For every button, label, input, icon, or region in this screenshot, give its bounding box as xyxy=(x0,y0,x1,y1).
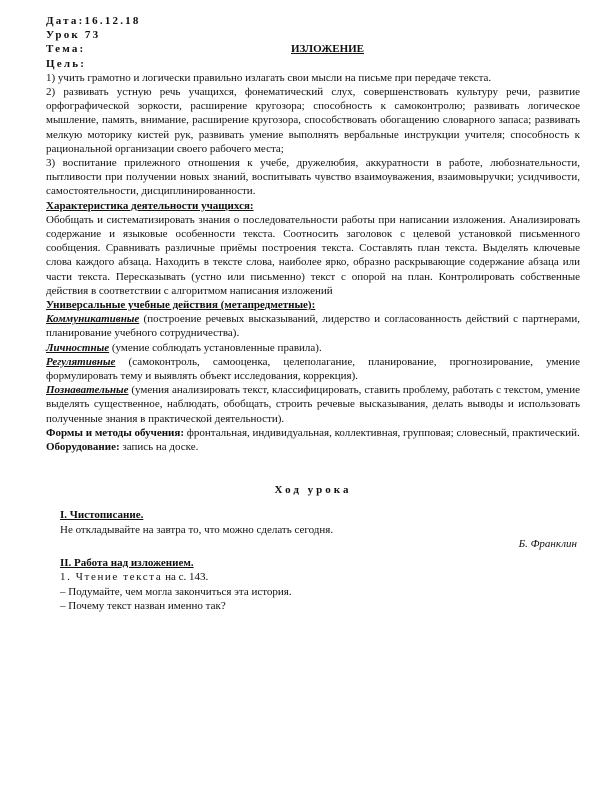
uud-text: (умение соблюдать установленные правила). xyxy=(109,341,322,354)
uud-text: (умения анализировать текст, классифицировать, ставить проблему, работать с текстом, умение выделять существенное, наблюдать, обобщать, строить речевые высказывания, делать выводы и использовать полученные знания в практической деятельности). xyxy=(46,384,580,425)
question-1: – Подумайте, чем могла закончиться эта история. xyxy=(60,585,292,598)
goal-2: 2) развивать устную речь учащихся, фонематический слух, совершенствовать культуру речи, развитие орфографической зоркости, расширение кругозора; способность к самоконтролю; развивать логическое мышление, память, внимание, расширение кругозора, способствовать обогащению словарного запаса; развивать мелкую моторику кистей рук, развивать умение выполнять вербальные инструкции учителя; способность к рациональной организации своего рабочего места; xyxy=(46,86,580,155)
topic-title: ИЗЛОЖЕНИЕ xyxy=(291,43,365,56)
uud-label: Универсальные учебные действия (метапредметные): xyxy=(46,299,316,312)
proverb-author: Б. Франклин xyxy=(518,537,577,550)
forms-label: Формы и методы обучения: xyxy=(46,426,184,439)
proverb: Не откладывайте на завтра то, что можно сделать сегодня. xyxy=(60,523,334,536)
uud-text: (самоконтроль, самооценка, целеполагание, планирование, прогнозирование, умение формулировать тему и выявлять объект исследования, коррекция). xyxy=(46,355,580,383)
uud-term: Познавательные xyxy=(46,384,129,397)
equipment-label: Оборудование: xyxy=(46,441,120,454)
forms-text: фронтальная, индивидуальная, коллективная, групповая; словесный, практический. xyxy=(184,426,580,439)
course-title: Ход урока xyxy=(274,484,352,497)
document-page xyxy=(46,14,580,613)
uud-personal xyxy=(46,341,580,355)
uud-term: Регулятивные xyxy=(46,355,116,368)
goal-1: 1) учить грамотно и логически правильно излагать свои мысли на письме при передаче текста. xyxy=(46,71,492,84)
goal-3: 3) воспитание прилежного отношения к учебе, дружелюбия, аккуратности в работе, любознательности, пытливости при получении новых знаний, воспитывать чувство взаимоуважения, взаимовыручки; усидчивости, самостоятельности, дисциплинированности. xyxy=(46,157,580,198)
equipment xyxy=(46,440,580,454)
uud-cognitive xyxy=(46,383,580,426)
reading-task xyxy=(46,570,580,584)
activity-text: Обобщать и систематизировать знания о последовательности работы при написании изложения. Анализировать содержание и языковые особенности текста. Соотносить заголовок с целевой установкой письменного сообщения. Сравнивать различные приёмы построения текста. Составлять план текста. Выделять ключевые слова каждого абзаца. Находить в тексте слова, наиболее ярко, образно раскрывающие содержание абзаца или части текста. Пересказывать (устно или письменно) текст с опорой на план. Контролировать собственные действия в соответствии с алгоритмом написания изложений xyxy=(46,213,580,297)
uud-communicative xyxy=(46,312,580,340)
activity-label: Характеристика деятельности учащихся: xyxy=(46,199,254,212)
lesson-date: Дата:16.12.18 xyxy=(46,15,141,27)
reading-label: 1. Чтение текста xyxy=(60,571,163,584)
section-calligraphy: I. Чистописание. xyxy=(60,509,144,522)
reading-page: на с. 143. xyxy=(162,571,209,584)
lesson-number: Урок 73 xyxy=(46,29,101,42)
equipment-text: запись на доске. xyxy=(119,441,199,454)
topic-label: Тема: xyxy=(46,43,86,56)
uud-term: Личностные xyxy=(46,341,110,354)
topic-row xyxy=(46,42,580,56)
uud-text: (построение речевых высказываний, лидерство и согласованность действий с партнерами, планирование учебного сотрудничества). xyxy=(46,313,580,340)
question-2: – Почему текст назван именно так? xyxy=(60,599,226,612)
uud-regulatory xyxy=(46,355,580,383)
goal-label: Цель: xyxy=(46,57,87,70)
section-exposition: II. Работа над изложением. xyxy=(60,557,194,570)
forms-methods xyxy=(46,426,580,440)
uud-term: Коммуникативные xyxy=(46,313,140,326)
